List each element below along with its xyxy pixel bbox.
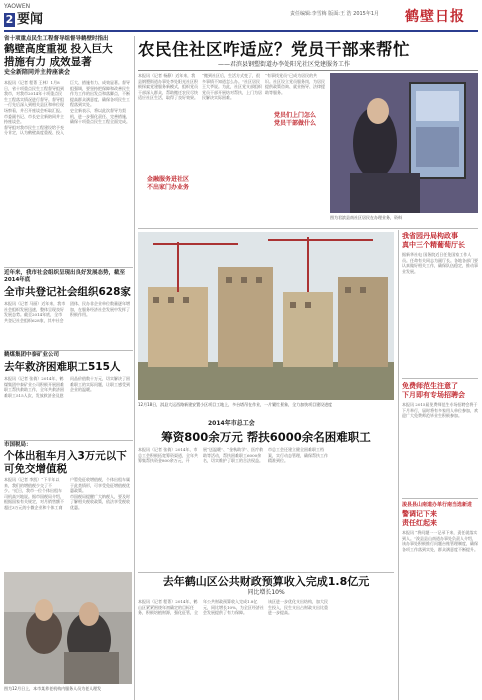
article-1-headline: 鹤壁高度重视 投入巨大 措施有力 成效显著 bbox=[4, 43, 113, 68]
construction-photo bbox=[138, 232, 394, 400]
article-5-body: 本报讯（记者 张倩）2014年，市总工会积极拓宽筹资渠道，全年共筹集帮扶资金800余万元，开展“送温暖”、“金秋助学”、医疗救助等活动，帮扶困难职工6000余名，切实维护了职工的合法权益。 市总工会还建立健全困难职工档案，实行动态管理，确保帮扶工作精准到位。 bbox=[138, 447, 328, 464]
right-article-1-headline: 我省园丹局构政事 真中三个精葡萄厅长 bbox=[402, 232, 465, 249]
article-4-kicker: 市国税局： bbox=[4, 442, 32, 448]
article-2-kicker: 近年来，我市社会组织呈现出良好发展态势，截至2014年底 bbox=[4, 270, 126, 283]
publication-label: YAOWEN bbox=[4, 3, 31, 10]
article-5 bbox=[138, 420, 394, 555]
divider-line bbox=[4, 267, 133, 268]
article-3-body: 本报讯（记者 张倩）2014年，鹤煤集团中泰矿业公司积极开展困难职工帮扶救助工作，全年共救济困难职工515人次，发放救济金及慰问品价值数十万元，切实解决了困难职工的实际问题，让职工感受到企业的温暖。 bbox=[4, 376, 130, 398]
construction-photo-caption: 12月18日，淇县大运西路新建安置小区项目工地上，多台塔吊在作业，一片繁忙景象，全力加快项目建设进度 bbox=[138, 402, 333, 407]
divider-line bbox=[4, 440, 133, 441]
right-article-3 bbox=[402, 502, 478, 695]
article-1-subhead: 史全新陪同并主持座谈会 bbox=[4, 69, 71, 76]
article-1 bbox=[4, 36, 132, 270]
main-feature bbox=[138, 40, 478, 69]
article-4-body: 本报讯（记者 李凯）“下半年以来，我们的增值税少交了不少。”近日，我市一位个体出租车司机高兴地说。据市国税局介绍，根据国家有关规定，对月销售额不超过3万元的小微企业和个体工商户暂免征收增值税，个体出租车属于此类情形，可享受免征增值税优惠政策。 市国税局提醒广大纳税人，要及时了解相关税收政策，依法享受税收优惠。 bbox=[4, 477, 130, 510]
right-article-2-body: 本报讯 2015届免费师范生专场招聘会将于下月举行，届时将有多家用人单位参加，欢迎广大免费师范毕业生积极参加。 bbox=[402, 402, 478, 419]
article-1-body: 本报讯（记者 程菁 王林）1月8日，省十项重点民生工程督导组到我市，对我市2014年十项重点民生工程落实情况进行督导。督导组一行先后深入到相关县区和单位现场察看，并召开座谈会听取汇报。市委副书记、市长史全新陪同并主持座谈会。 督导组对我市民生工程建设给予充分肯定，认为鹤壁高度重视、投入巨大、措施有力、成效显著。督导组强调，要坚持把保障和改善民生作为工作的出发点和落脚点，不断提高群众满意度，确保各项民生工程落到实处。 史全新表示，将以此次督导为契机，进一步强化责任、完善措施，确保十项重点民生工程全面完成。 bbox=[4, 80, 130, 136]
divider-line bbox=[4, 350, 133, 351]
right-article-3-headline: 警调记下来 责任红起来 bbox=[402, 510, 437, 527]
main-feature-photo-caption: 图为君滨县南社区居民在办理业务，资料 bbox=[330, 215, 402, 220]
bottom-left-photo-caption: 图为12月日上，本市某养老机构内服务人员为老人理发 bbox=[4, 686, 102, 691]
column-divider bbox=[398, 230, 399, 700]
page-meta: 责任编辑:李雪梅 版面:王 浩 2015年1月 bbox=[290, 11, 380, 17]
section-title: 要闻 bbox=[17, 12, 44, 27]
newspaper-logo: 鹤壁日报 bbox=[405, 9, 465, 25]
article-6-body: 本报讯（记者 程菁）2014年，鹤山区紧紧围绕年初确定的目标任务，积极培植财源，强化征管，全年公共财政预算收入完成1.8亿元，同比增长10%，为全区经济社会发展提供了有力保障。 该区进一步优化支出结构，加大民生投入，民生支出占财政支出比重进一步提高。 bbox=[138, 599, 328, 616]
article-2-headline: 全市共登记社会组织628家 bbox=[4, 286, 131, 298]
article-6-headline: 去年鹤山区公共财政预算收入完成1.8亿元 bbox=[162, 575, 370, 588]
divider-line bbox=[402, 498, 478, 499]
article-6-subhead: 同比增长10% bbox=[247, 589, 285, 596]
right-article-3-kicker: 浚县县山南道办单行南当选新进 bbox=[402, 502, 473, 508]
article-6 bbox=[138, 575, 394, 694]
article-3-kicker: 鹤煤集团中泰矿业公司 bbox=[4, 352, 60, 358]
right-article-1-body: 据新华社电 国务院近日任免国家工作人员。任命有关同志为副厅长。各地各部门要认真做好相关工作，确保队伍稳定，推动事业发展。 bbox=[402, 252, 478, 274]
bottom-left-photo bbox=[4, 572, 132, 684]
article-4-headline: 个体出租车月入3万元以下 可免交增值税 bbox=[4, 450, 127, 475]
article-2 bbox=[4, 270, 132, 361]
main-subhead-q1: 金融服务进社区 不出家门办业务 bbox=[146, 176, 189, 191]
photo-image bbox=[4, 572, 132, 684]
article-5-kicker: 2014年市总工会 bbox=[208, 420, 255, 427]
photo-image bbox=[138, 232, 394, 400]
main-subhead: ——君滨县钢塑街道办李处阳光社区党建服务工作 bbox=[218, 61, 351, 68]
main-body-col2: “有事找党员”已成为居民的共识。社区设立党员服务岗，为居民提供政策咨询、就业指导、法律援助等服务。 bbox=[265, 73, 325, 95]
page-header bbox=[0, 0, 482, 34]
right-article-2 bbox=[402, 382, 478, 497]
main-feature-photo bbox=[330, 73, 478, 213]
photo-image bbox=[330, 73, 478, 213]
column-divider bbox=[134, 36, 135, 700]
article-1-kicker: 省十项重点民生工程督导组督导鹤壁时指出 bbox=[4, 36, 109, 42]
page-number: 2 bbox=[5, 13, 14, 26]
divider-line bbox=[138, 70, 478, 71]
article-3 bbox=[4, 352, 132, 448]
main-subhead-q2: 党员们上门怎么 党员干部做什么 bbox=[273, 112, 316, 127]
article-5-headline: 筹资800余万元 帮扶6000余名困难职工 bbox=[161, 430, 371, 444]
divider-line bbox=[138, 572, 394, 573]
right-article-1 bbox=[402, 232, 478, 382]
main-body-col1: 本报讯（记者 杨静）近年来，我县钢塑街道办事处李处阳光社区积极探索党建服务新模式，组织党员干部深入群众，帮助搬迁农民尽快适应社区生活，取得了良好效果。 “搬到社区后，生活方式变了，很多事情不知道怎么办。”社区居民王大爷说。为此，社区党支部组织党员干部开展结对帮扶，上门为居民解决实际困难。 bbox=[138, 73, 262, 101]
article-3-headline: 去年救济困难职工515人 bbox=[4, 361, 121, 373]
header-rule bbox=[4, 30, 478, 32]
right-article-2-headline: 免费师范生注意了 下月即有专场招聘会 bbox=[402, 382, 465, 399]
main-headline: 农民住社区咋适应？党员干部来帮忙 bbox=[138, 40, 410, 59]
divider-line bbox=[138, 228, 478, 229]
article-2-body: 本报讯（记者 马丽）近年来，我市社会组织发展迅速，整体呈现良好发展态势。截至2014年底，全市共登记社会组织628家，其中社会团体、民办非企业单位数量逐年增加，在服务经济社会发展中发挥了积极作用。 bbox=[4, 301, 130, 323]
divider-line bbox=[402, 378, 478, 379]
right-article-3-body: 本报讯 “将问题一一记录下来，责任就落实到人。”浚县县山南道办事处负责人介绍，该办事处积极推行问题台账管理制度，确保各项工作落到实处，群众满意度不断提升。 bbox=[402, 530, 478, 552]
